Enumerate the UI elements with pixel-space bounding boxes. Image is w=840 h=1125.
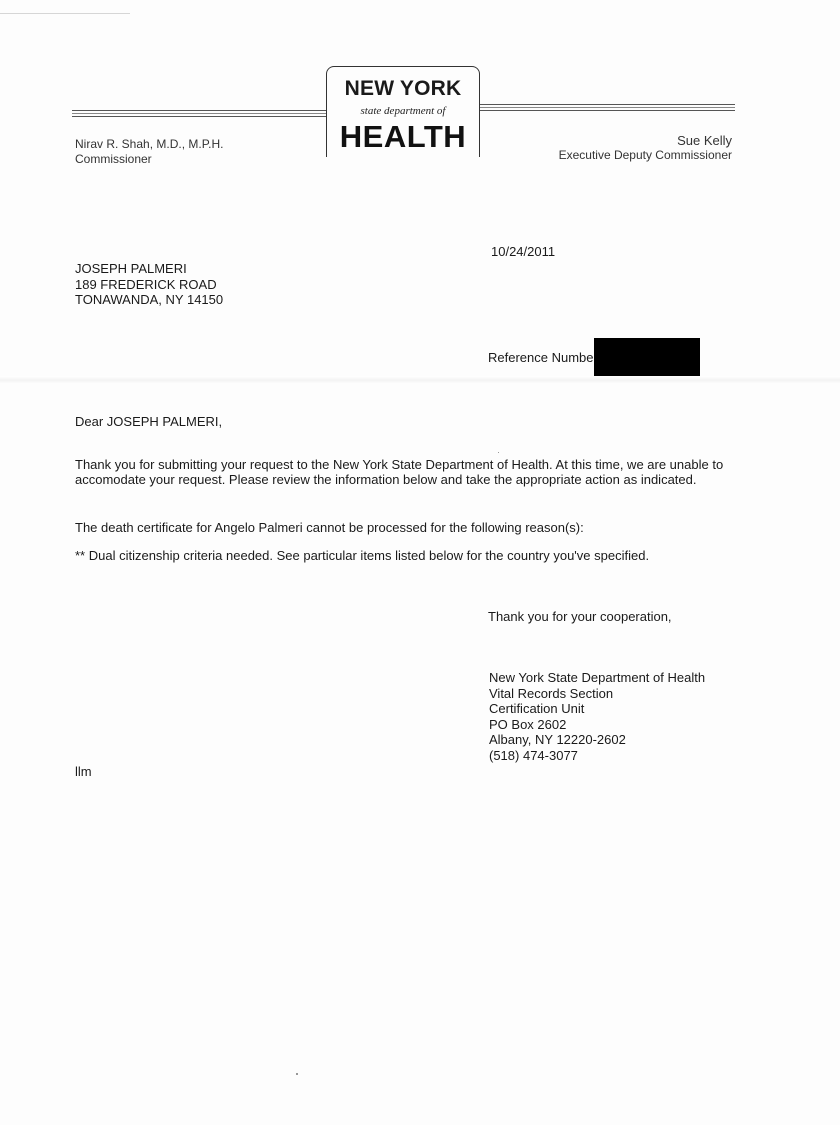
recipient-street: 189 FREDERICK ROAD [75,276,217,292]
signature-line: New York State Department of Health [489,670,706,685]
nys-health-logo [326,66,480,157]
signature-line: Vital Records Section [489,685,614,701]
signature-block [489,670,705,763]
deputy-title: Executive Deputy Commissioner [558,148,732,162]
recipient-city: TONAWANDA, NY 14150 [75,292,224,307]
reference-number-label: Reference Numbe [488,350,594,365]
closing-line: Thank you for your cooperation, [488,609,672,624]
typist-initials: llm [75,764,92,779]
body-paragraph-criteria: ** Dual citizenship criteria needed. See particular items listed below for the country you've specified. [75,548,650,563]
deputy-name: Sue Kelly [677,133,732,148]
header-rule-right [479,104,735,111]
signature-line: Albany, NY 12220-2602 [489,732,626,747]
logo-new-york: NEW YORK [344,77,462,100]
scan-artifact-band [0,376,840,384]
scan-speck [296,1073,298,1075]
commissioner-block [75,137,223,167]
signature-line: Certification Unit [489,701,585,716]
body-paragraph-reason: The death certificate for Angelo Palmeri cannot be processed for the following reason(s): [75,520,584,535]
signature-line: PO Box 2602 [489,716,567,732]
recipient-address [75,261,223,308]
commissioner-name: Nirav R. Shah, M.D., M.P.H. [75,137,224,151]
commissioner-title: Commissioner [75,152,152,166]
salutation: Dear JOSEPH PALMERI, [75,414,223,429]
body-paragraph-intro: Thank you for submitting your request to the New York State Department of Health. At this time, we are unable to accomodate your request. Please review the information below and take the appropriate action as indicated. [75,457,724,487]
recipient-name: JOSEPH PALMERI [75,261,187,276]
letter-date: 10/24/2011 [491,244,556,259]
logo-state-department: state department of [360,105,446,117]
scan-speck [498,452,499,453]
deputy-block [559,133,732,163]
signature-line: (518) 474-3077 [489,747,578,763]
scan-artifact-line [0,13,130,14]
redaction-box [594,338,700,376]
logo-health: HEALTH [339,119,467,154]
header-rule-left [72,110,327,117]
